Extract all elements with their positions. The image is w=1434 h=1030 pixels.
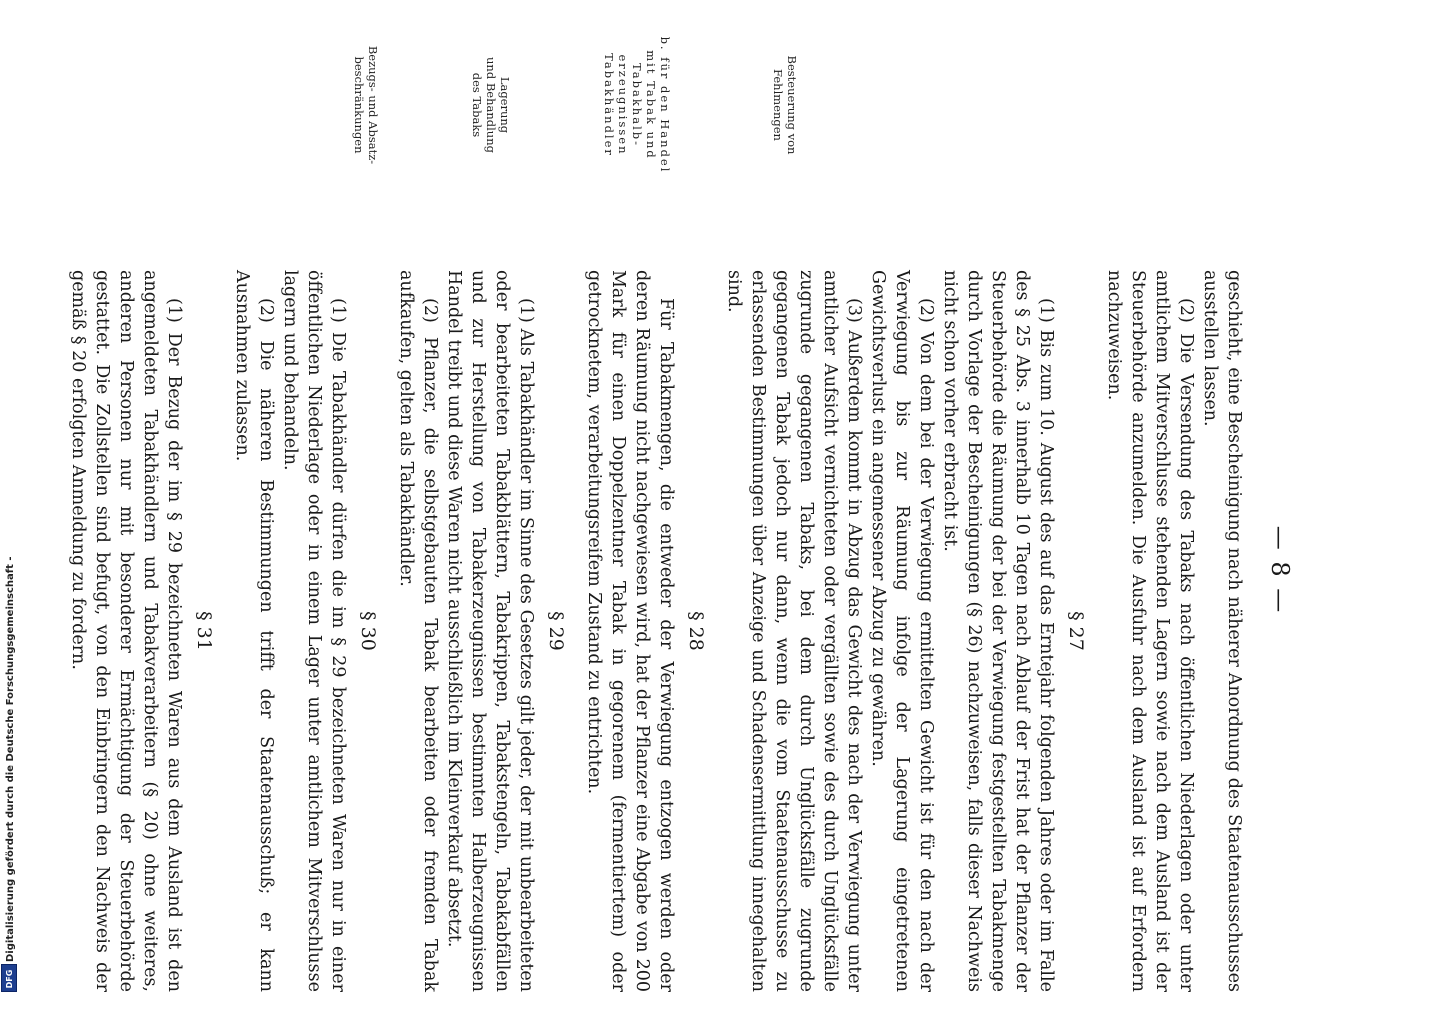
document-page	[68, 30, 1294, 1030]
section-paragraph: (1) Bis zum 10. August des auf das Erntejahr folgenden Jahres oder im Falle des § 25 Abs. 3 innerhalb 10 Tagen nach Ablauf der Frist hat der Pflanzer der Steuerbehörde die Räumung der bei der Verwiegung festgestellten Tabakmenge durch Vorlage der Bescheinigungen (§ 26) nachzuweisen, falls dieser Nachweis nicht schon vorher erbracht ist.	[940, 270, 1056, 992]
section-heading: § 30	[357, 611, 379, 651]
body-text	[66, 270, 1246, 992]
margin-note-lagerung	[470, 30, 512, 180]
margin-note-line: Besteuerung von	[785, 55, 799, 155]
margin-note-line: Tabakhändler	[602, 53, 616, 157]
margin-note-line: b. für den Handel	[658, 36, 672, 174]
margin-note-tabakhaendler	[602, 30, 672, 180]
intro-paragraph: geschieht, eine Bescheinigung nach näherer Anordnung des Staatenausschusses ausstellen lassen.	[1200, 270, 1244, 992]
section-paragraph: (3) Außerdem kommt in Abzug das Gewicht des nach der Verwiegung unter amtlicher Aufsicht vernichteten oder vergällten sowie des durch Unglücksfälle zugrunde gegangenen Tabaks, bei dem durch Unglücksfälle zugrunde gegangenen Tabak jedoch nur dann, wenn die vom Staatenausschusse zu erlassenden Bestimmungen über Anzeige und Schadensermittlung innegehalten sind.	[724, 270, 864, 992]
margin-note-line: erzeugnissen	[616, 54, 630, 156]
section-heading: § 31	[193, 611, 215, 651]
section-heading: § 27	[1065, 611, 1087, 651]
section-paragraph: (2) Die näheren Bestimmungen trifft der Staatenausschuß; er kann Ausnahmen zulassen.	[232, 270, 276, 992]
margin-note-besteuerung	[771, 30, 799, 180]
dfg-logo-text: DFG	[5, 969, 14, 989]
margin-note-line: mit Tabak und	[644, 50, 658, 160]
section-paragraph: (1) Die Tabakhändler dürfen die im § 29 bezeichneten Waren nur in einer öffentlichen Niederlage oder in einem Lager unter amtlichem Mitverschlusse lagern und behandeln.	[280, 270, 348, 992]
margin-note-bezug	[352, 30, 380, 180]
section-heading: § 29	[545, 611, 567, 651]
dfg-logo-icon	[1, 964, 17, 992]
margin-note-line: Lagerung	[498, 76, 512, 134]
margin-note-line: beschränkungen	[352, 56, 366, 154]
intro-paragraph: (2) Die Versendung des Tabaks nach öffentlichen Niederlagen oder unter amtlichem Mitverschlusse stehenden Lagern sowie nach dem Ausland ist der Steuerbehörde anzumelden. Die Ausfuhr nach dem Ausland ist auf Erfordern nachzuweisen.	[1104, 270, 1196, 992]
section-heading: § 28	[685, 611, 707, 651]
margin-note-line: und Behandlung	[484, 57, 498, 153]
section-paragraph: (1) Der Bezug der im § 29 bezeichneten Waren aus dem Ausland ist den angemeldeten Tabakhändlern und Tabakverarbeitern (§ 20) ohne weiteres, anderen Personen nur mit besonderer Ermächtigung der Steuerbehörde gestattet. Die Zollstellen sind befugt, von den Einbringern den Nachweis der gemäß § 20 erfolgten Anmeldung zu fordern.	[68, 270, 184, 992]
digitization-credit	[4, 556, 18, 994]
margin-note-line: des Tabaks	[470, 72, 484, 138]
credit-text: Digitalisierung gefördert durch die Deutsche Forschungsgemeinschaft -	[5, 556, 16, 962]
margin-note-line: Fehlmengen	[771, 69, 785, 141]
section-paragraph: (2) Pflanzer, die selbstgebauten Tabak bearbeiten oder fremden Tabak aufkaufen, gelten als Tabakhändler.	[396, 270, 440, 992]
section-paragraph: (1) Als Tabakhändler im Sinne des Gesetzes gilt jeder, der mit unbearbeiteten oder bearbeiteten Tabakblättern, Tabakrippen, Tabakstengeln, Tabakabfällen und zur Herstellung von Tabakerzeugnissen bestimmten Halberzeugnissen Handel treibt und diese Waren nicht ausschließlich im Kleinverkauf absetzt.	[444, 270, 536, 992]
section-paragraph: (2) Von dem bei der Verwiegung ermittelten Gewicht ist für den nach der Verwiegung bis zur Räumung infolge der Lagerung eingetretenen Gewichtsverlust ein angemessener Abzug zu gewähren.	[868, 270, 936, 992]
margin-note-line: Bezugs- und Absatz-	[366, 45, 380, 165]
section-paragraph: Für Tabakmengen, die entweder der Verwiegung entzogen werden oder deren Räumung nicht nachgewiesen wird, hat der Pflanzer eine Abgabe von 200 Mark für einen Doppelzentner Tabak in gegorenem (fermentiertem) oder getrocknetem, verarbeitungsreifem Zustand zu entrichten.	[584, 270, 676, 992]
page-number: — 8 —	[1266, 525, 1294, 615]
margin-note-line: Tabakhalb-	[630, 62, 644, 147]
